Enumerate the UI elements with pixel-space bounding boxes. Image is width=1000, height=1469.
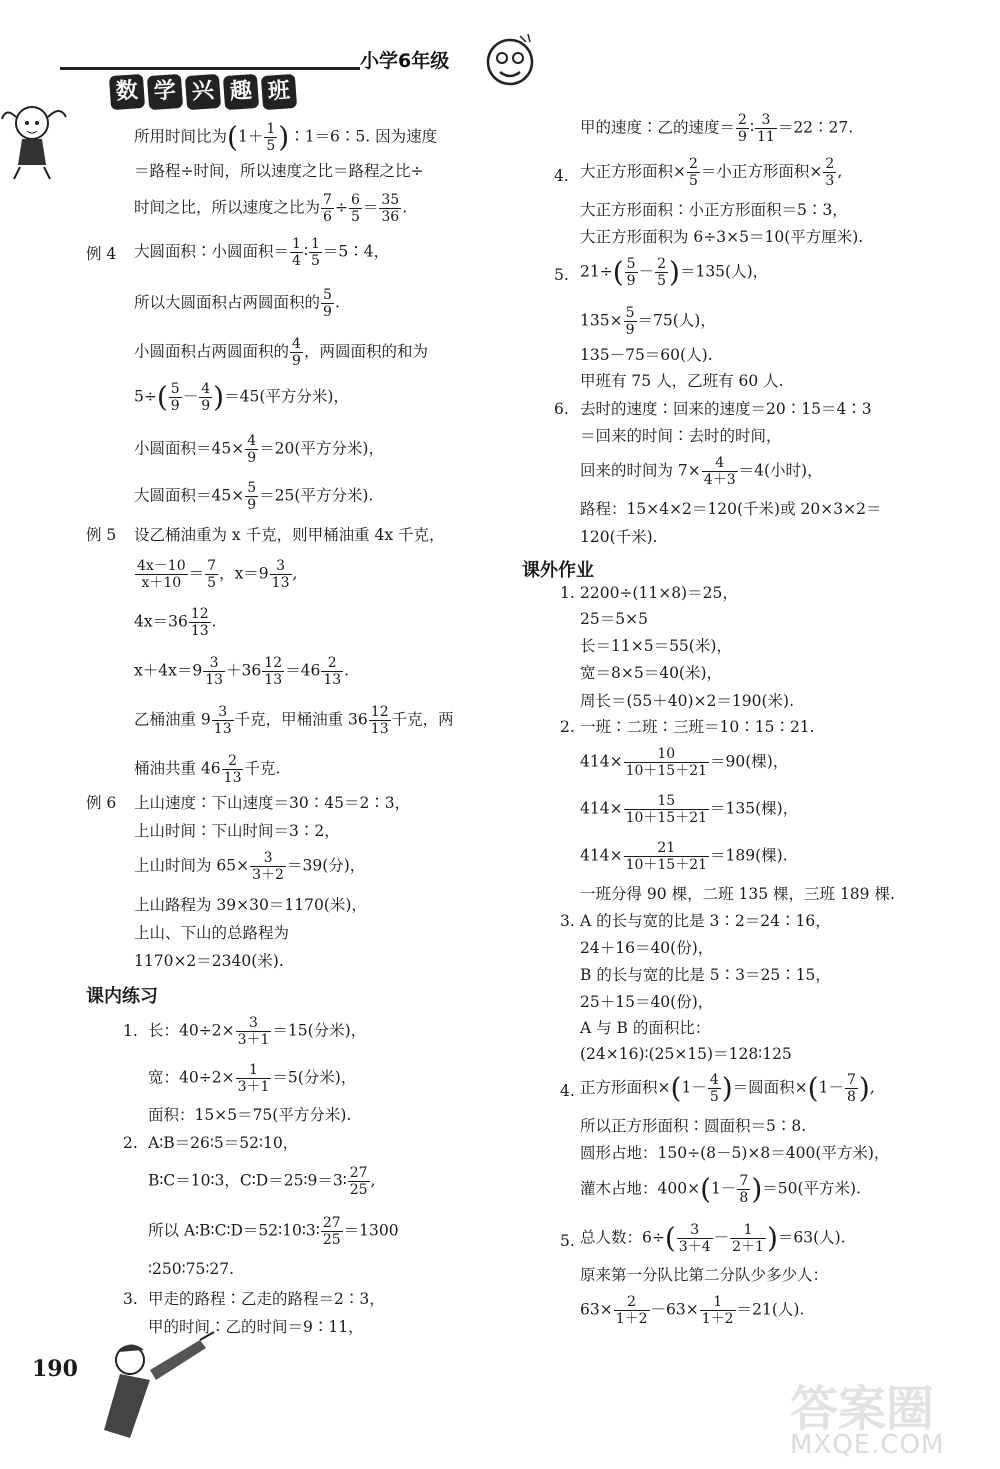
solution-line: 414× $\frac{15}{10+15+21}$ ＝135(棵)， — [580, 793, 799, 826]
solution-line: 所以大圆面积占两圆面积的 $\frac{5}{9}$ . — [134, 287, 340, 320]
solution-line: 甲的时间∶乙的时间＝9∶11， — [148, 1318, 364, 1336]
page-number: 190 — [32, 1356, 78, 1382]
solution-line: 总人数：6÷( $\frac{3}{3+4}$ － $\frac{1}{2+1}$ )＝63(人). — [580, 1221, 846, 1255]
watermark-url: MXQE.COM — [790, 1430, 945, 1460]
solution-line: 路程：15×4×2＝120(千米)或 20×3×2＝ — [580, 500, 882, 518]
solution-line: 上山速度∶下山速度＝30∶45＝2∶3， — [134, 794, 411, 812]
solution-line: 414× $\frac{21}{10+15+21}$ ＝189(棵). — [580, 840, 788, 873]
solution-line: 一班分得 90 棵，二班 135 棵，三班 189 棵. — [580, 885, 895, 903]
title-char: 趣 — [223, 74, 259, 110]
solution-line: 上山、下山的总路程为 — [134, 924, 290, 942]
solution-line: 宽＝8×5＝40(米)， — [580, 664, 723, 682]
solution-line: 120(千米). — [580, 528, 658, 546]
section-heading-inclass: 课内练习 — [86, 986, 158, 1007]
solution-line: 所用时间比为(1＋ $\frac{1}{5}$ )∶1＝6∶5. 因为速度 — [134, 120, 438, 154]
solution-line: 圆形占地：150÷(8－5)×8＝400(平方米)， — [580, 1144, 890, 1162]
solution-line: 上山时间∶下山时间＝3∶2， — [134, 822, 340, 840]
solution-line: ＝回来的时间∶去时的时间， — [580, 427, 782, 445]
solution-line: 大正方形面积∶小正方形面积＝5∶3， — [580, 201, 848, 219]
item-number: 2. — [560, 718, 575, 736]
solution-line: 周长＝(55＋40)×2＝190(米). — [580, 692, 794, 710]
item-number: 3. — [560, 912, 575, 930]
smiley-face-icon — [480, 30, 540, 90]
solution-line: 去时的速度∶回来的速度＝20∶15＝4∶3 — [580, 400, 872, 418]
solution-line: 宽：40÷2× $\frac{1}{3+1}$ ＝5(分米)， — [148, 1062, 357, 1095]
solution-line: 25＝5×5 — [580, 610, 648, 628]
solution-line: A∶B＝26∶5＝52∶10， — [148, 1134, 299, 1152]
watermark — [790, 1370, 990, 1465]
watermark-logo-text: 答案圈 — [790, 1381, 935, 1437]
solution-line: 大圆面积∶小圆面积＝ $\frac{1}{4}$ ∶ $\frac{1}{5}$ ＝5∶4， — [134, 236, 390, 269]
item-number: 3. — [123, 1290, 138, 1308]
solution-line: 所以 A∶B∶C∶D＝52∶10∶3∶ $\frac{27}{25}$ ＝1300 — [148, 1215, 399, 1248]
solution-line: 甲走的路程∶乙走的路程＝2∶3， — [148, 1290, 385, 1308]
solution-line: 长＝11×5＝55(米)， — [580, 637, 732, 655]
boy-writing-cartoon-icon — [90, 1330, 220, 1440]
solution-line: 2200÷(11×8)＝25， — [580, 584, 738, 602]
item-number: 6. — [554, 400, 569, 418]
solution-line: 5÷( $\frac{5}{9}$ － $\frac{4}{9}$ )＝45(平方分米)， — [134, 380, 349, 414]
girl-cartoon-icon — [0, 95, 70, 185]
solution-line: 21÷( $\frac{5}{9}$ － $\frac{2}{5}$ )＝135(人)， — [580, 255, 769, 289]
solution-line: 桶油共重 46 $\frac{2}{13}$ 千克. — [134, 753, 281, 786]
page-header — [0, 0, 1000, 125]
solution-line: 4x＝36 $\frac{12}{13}$ . — [134, 606, 217, 639]
solution-line: 上山时间为 65× $\frac{3}{3+2}$ ＝39(分)， — [134, 850, 366, 883]
title-char: 学 — [147, 74, 183, 110]
item-number: 1. — [123, 1022, 138, 1040]
solution-line: A 与 B 的面积比： — [580, 1019, 711, 1037]
solution-line: 回来的时间为 7× $\frac{4}{4+3}$ ＝4(小时)， — [580, 455, 823, 488]
grade-label: 小学6年级 — [360, 50, 450, 72]
example-label: 例 4 — [86, 245, 117, 263]
solution-line: ∶250∶75∶27. — [148, 1260, 235, 1278]
solution-line: 一班∶二班∶三班＝10∶15∶21. — [580, 718, 815, 736]
solution-line: 135× $\frac{5}{9}$ ＝75(人)， — [580, 305, 716, 338]
example-label: 例 6 — [86, 794, 117, 812]
solution-line: $\frac{4x-10}{x+10}$ ＝ $\frac{7}{5}$ ，x＝9 $\frac{3}{13}$ , — [137, 558, 298, 591]
solution-line: 135－75＝60(人). — [580, 346, 713, 364]
solution-line: ＝路程÷时间，所以速度之比＝路程之比÷ — [134, 162, 424, 180]
solution-line: 1170×2＝2340(米). — [134, 952, 284, 970]
solution-line: 时间之比，所以速度之比为 $\frac{7}{6}$ ÷ $\frac{6}{5}$ ＝ $\frac{35}{36}$ . — [134, 192, 408, 225]
solution-line: 甲班有 75 人，乙班有 60 人. — [580, 372, 784, 390]
solution-line: 长：40÷2× $\frac{3}{3+1}$ ＝15(分米)， — [148, 1015, 367, 1048]
solution-line: 大正方形面积为 6÷3×5＝10(平方厘米). — [580, 228, 864, 246]
example-label: 例 5 — [86, 526, 117, 544]
solution-line: 24＋16＝40(份)， — [580, 939, 714, 957]
solution-line: 灌木占地：400×(1－ $\frac{7}{8}$ )＝50(平方米). — [580, 1172, 861, 1206]
solution-line: 设乙桶油重为 x 千克，则甲桶油重 4x 千克， — [134, 526, 445, 544]
item-number: 4. — [560, 1082, 575, 1100]
solution-line: 25＋15＝40(份)， — [580, 993, 714, 1011]
title-banner — [110, 75, 296, 109]
solution-line: B∶C＝10∶3，C∶D＝25∶9＝3∶ $\frac{27}{25}$ , — [148, 1165, 376, 1198]
item-number: 5. — [554, 266, 569, 284]
header-rule — [60, 67, 360, 70]
solution-line: 大圆面积＝45× $\frac{5}{9}$ ＝25(平方分米). — [134, 480, 374, 513]
solution-line: 乙桶油重 9 $\frac{3}{13}$ 千克，甲桶油重 36 $\frac{12}{13}$ 千克，两 — [134, 704, 454, 737]
solution-line: 面积：15×5＝75(平方分米). — [148, 1106, 352, 1124]
title-char: 班 — [261, 74, 297, 110]
solution-line: 大正方形面积× $\frac{2}{5}$ ＝小正方形面积× $\frac{2}{3}$ , — [580, 156, 843, 189]
solution-line: x＋4x＝9 $\frac{3}{13}$ ＋36 $\frac{12}{13}$ ＝46 $\frac{2}{13}$ . — [134, 655, 350, 688]
solution-line: 所以正方形面积∶圆面积＝5∶8. — [580, 1117, 807, 1135]
solution-line: 414× $\frac{10}{10+15+21}$ ＝90(棵)， — [580, 746, 789, 779]
item-number: 2. — [123, 1134, 138, 1152]
solution-line: 小圆面积＝45× $\frac{4}{9}$ ＝20(平方分米)， — [134, 433, 384, 466]
solution-line: (24×16)∶(25×15)＝128∶125 — [580, 1045, 792, 1063]
solution-line: 甲的速度∶乙的速度＝ $\frac{2}{9}$ ∶ $\frac{3}{11}$ ＝22∶27. — [580, 112, 854, 145]
solution-line: 小圆面积占两圆面积的 $\frac{4}{9}$ ，两圆面积的和为 — [134, 336, 428, 369]
solution-line: 63× $\frac{2}{1+2}$ －63× $\frac{1}{1+2}$ ＝21(人). — [580, 1294, 805, 1327]
item-number: 5. — [560, 1232, 575, 1250]
solution-line: 上山路程为 39×30＝1170(米)， — [134, 896, 367, 914]
title-char: 兴 — [185, 74, 221, 110]
item-number: 4. — [554, 167, 569, 185]
solution-line: A 的长与宽的比是 3∶2＝24∶16， — [580, 912, 831, 930]
solution-line: 正方形面积×(1－ $\frac{4}{5}$ )＝圆面积×(1－ $\frac{7}{8}$ ), — [580, 1071, 875, 1105]
section-heading-homework: 课外作业 — [522, 560, 594, 581]
solution-line: 原来第一分队比第二分队少多少人： — [580, 1266, 829, 1284]
title-char: 数 — [109, 74, 145, 110]
solution-line: B 的长与宽的比是 5∶3＝25∶15， — [580, 966, 831, 984]
item-number: 1. — [560, 584, 575, 602]
